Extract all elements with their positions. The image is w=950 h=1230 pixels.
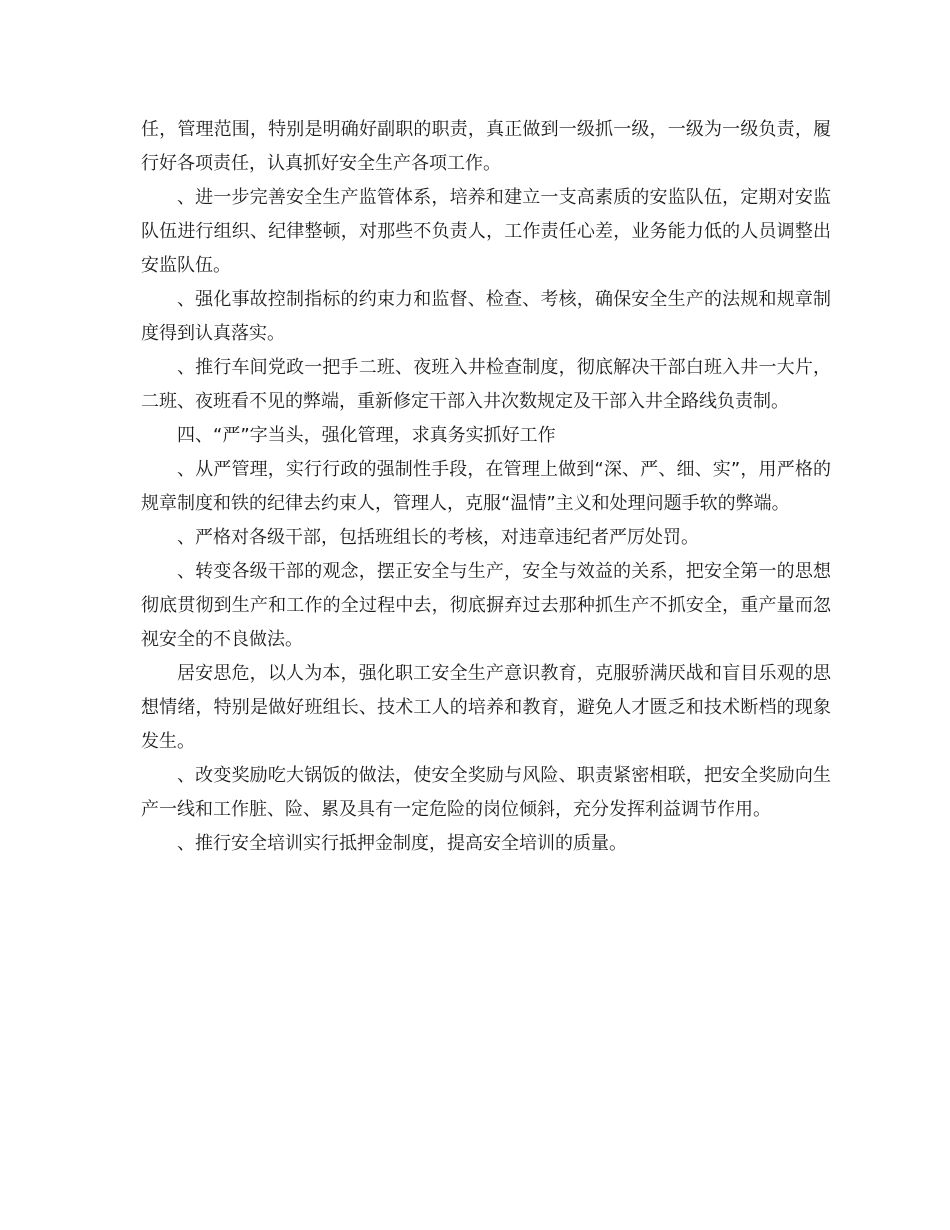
paragraph-accident-control: 、强化事故控制指标的约束力和监督、检查、考核，确保安全生产的法规和规章制度得到认真落实。 xyxy=(141,289,831,344)
paragraph-reward-reform: 、改变奖励吃大锅饭的做法，使安全奖励与风险、职责紧密相联，把安全奖励向生产一线和工作脏、险、累及具有一定危险的岗位倾斜，充分发挥利益调节作用。 xyxy=(141,765,831,820)
paragraph-shift-inspection: 、推行车间党政一把手二班、夜班入井检查制度，彻底解决干部白班入井一大片，二班、夜班看不见的弊端，重新修定干部入井次数规定及干部入井全路线负责制。 xyxy=(141,357,831,412)
paragraph-cadre-assessment: 、严格对各级干部，包括班组长的考核，对违章违纪者严厉处罚。 xyxy=(177,527,699,548)
section-heading-four: 四、“严”字当头，强化管理，求真务实抓好工作 xyxy=(177,425,556,446)
paragraph-continuation: 任，管理范围，特别是明确好副职的职责，真正做到一级抓一级，一级为一级负责，履行好各项责任，认真抓好安全生产各项工作。 xyxy=(141,119,831,174)
paragraph-strict-management: 、从严管理，实行行政的强制性手段，在管理上做到“深、严、细、实”，用严格的规章制度和铁的纪律去约束人，管理人，克服“温情”主义和处理问题手软的弊端。 xyxy=(141,459,831,514)
paragraph-training-deposit: 、推行安全培训实行抵押金制度，提高安全培训的质量。 xyxy=(177,833,627,854)
paragraph-safety-supervision: 、进一步完善安全生产监管体系，培养和建立一支高素质的安监队伍，定期对安监队伍进行组织、纪律整顿，对那些不负责人，工作责任心差，业务能力低的人员调整出安监队伍。 xyxy=(141,187,831,276)
document-body xyxy=(141,113,831,861)
paragraph-safety-awareness: 居安思危，以人为本，强化职工安全生产意识教育，克服骄满厌战和盲目乐观的思想情绪，特别是做好班组长、技术工人的培养和教育，避免人才匮乏和技术断档的现象发生。 xyxy=(141,663,831,752)
paragraph-change-concepts: 、转变各级干部的观念，摆正安全与生产，安全与效益的关系，把安全第一的思想彻底贯彻到生产和工作的全过程中去，彻底摒弃过去那种抓生产不抓安全，重产量而忽视安全的不良做法。 xyxy=(141,561,831,650)
